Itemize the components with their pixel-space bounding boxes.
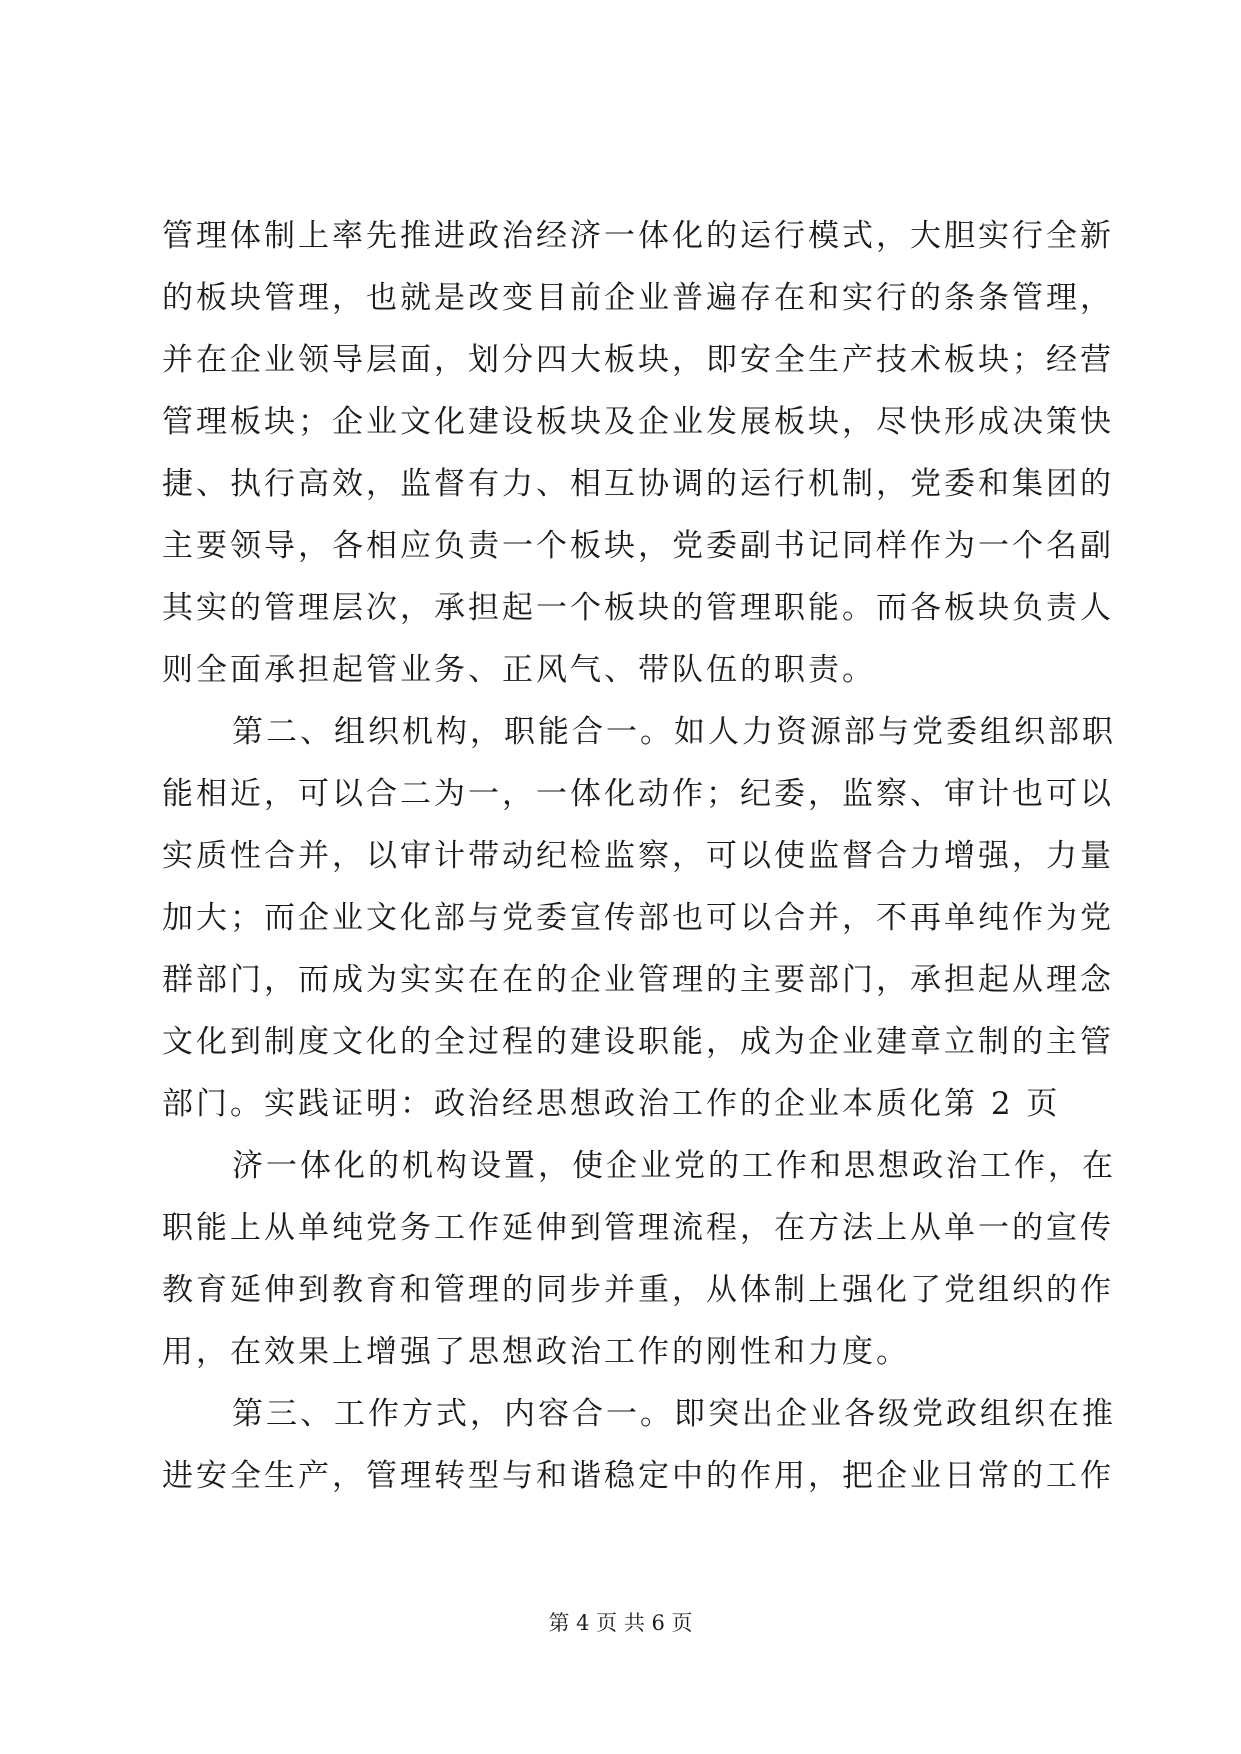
page-number-footer: 第 4 页 共 6 页 [548,1611,693,1635]
text-line: 管理体制上率先推进政治经济一体化的运行模式，大胆实行全新 [162,218,1114,254]
text-line: 捷、执行高效，监督有力、相互协调的运行机制，党委和集团的 [162,466,1114,502]
text-line: 并在企业领导层面，划分四大板块，即安全生产技术板块；经营 [162,342,1114,378]
text-line: 群部门，而成为实实在在的企业管理的主要部门，承担起从理念 [162,962,1114,998]
text-line: 用，在效果上增强了思想政治工作的刚性和力度。 [162,1334,910,1370]
text-line: 的板块管理，也就是改变目前企业普遍存在和实行的条条管理， [162,280,1114,316]
text-line: 文化到制度文化的全过程的建设职能，成为企业建章立制的主管 [162,1024,1114,1060]
text-line: 职能上从单纯党务工作延伸到管理流程，在方法上从单一的宣传 [162,1210,1114,1246]
text-line: 部门。实践证明：政治经思想政治工作的企业本质化第 2 页 [162,1086,1061,1122]
paragraph-start-line: 济一体化的机构设置，使企业党的工作和思想政治工作，在 [232,1148,1116,1184]
text-line: 其实的管理层次，承担起一个板块的管理职能。而各板块负责人 [162,590,1114,626]
text-line: 主要领导，各相应负责一个板块，党委副书记同样作为一个名副 [162,528,1114,564]
text-line: 教育延伸到教育和管理的同步并重，从体制上强化了党组织的作 [162,1272,1114,1308]
text-line: 加大；而企业文化部与党委宣传部也可以合并，不再单纯作为党 [162,900,1114,936]
paragraph-start-line: 第二、组织机构，职能合一。如人力资源部与党委组织部职 [232,714,1116,750]
text-line: 进安全生产，管理转型与和谐稳定中的作用，把企业日常的工作 [162,1458,1114,1494]
text-line: 实质性合并，以审计带动纪检监察，可以使监督合力增强，力量 [162,838,1114,874]
text-line: 能相近，可以合二为一，一体化动作；纪委，监察、审计也可以 [162,776,1114,812]
paragraph-start-line: 第三、工作方式，内容合一。即突出企业各级党政组织在推 [232,1396,1116,1432]
body-text [162,205,1116,1507]
text-line: 管理板块；企业文化建设板块及企业发展板块，尽快形成决策快 [162,404,1114,440]
text-line: 则全面承担起管业务、正风气、带队伍的职责。 [162,652,876,688]
